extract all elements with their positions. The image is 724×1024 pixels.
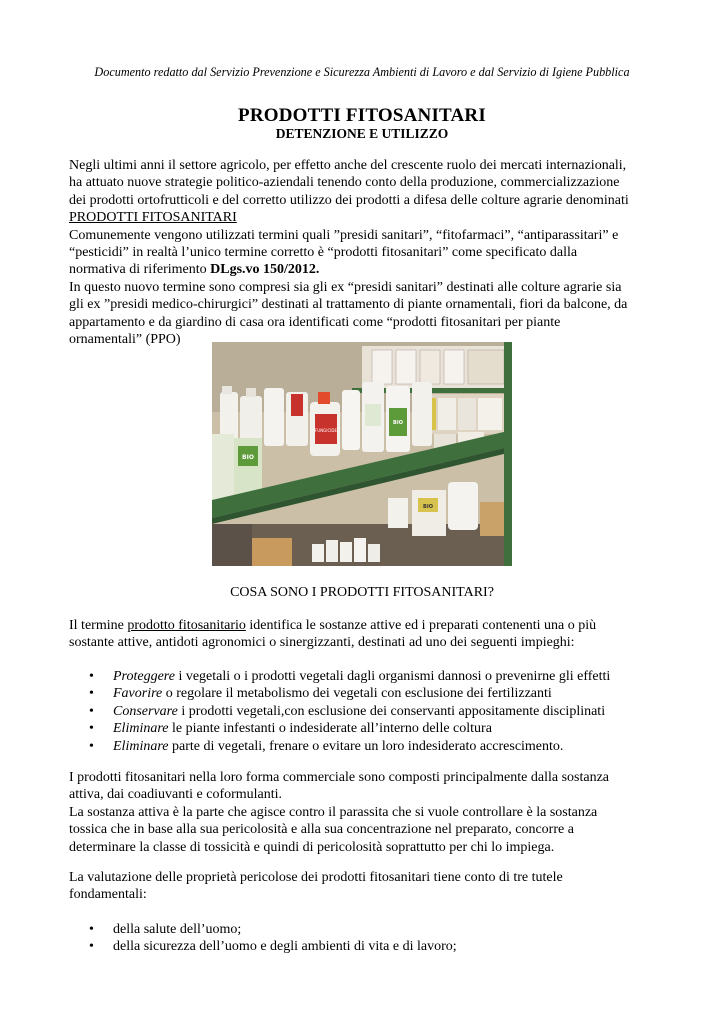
- bullet-icon: •: [89, 703, 94, 719]
- definition-text: Il termine: [69, 618, 128, 633]
- use-description: parte di vegetali, frenare o evitare un loro indesiderato accrescimento.: [168, 738, 564, 754]
- definition-line: [69, 617, 669, 634]
- bullet-icon: •: [89, 669, 94, 684]
- definition-line: sostante attive, antidoti agronomici o sinergizzanti, destinati ad uno dei seguenti impieghi:: [69, 635, 575, 651]
- tutele-list: [69, 921, 669, 956]
- composition-line: determinare la classe di tossicità e quindi di pericolosità soprattutto per chi lo impiega.: [69, 839, 555, 855]
- section-title: COSA SONO I PRODOTTI FITOSANITARI?: [230, 585, 494, 600]
- header-note: Documento redatto dal Servizio Prevenzione e Sicurezza Ambienti di Lavoro e dal Servizio di Igiene Pubblica: [94, 65, 630, 79]
- intro-line: ha attuato nuove strategie politico-aziendali tenendo conto della produzione, commercializzazione: [69, 175, 620, 191]
- intro-line: dei prodotti ortofrutticoli e del corretto utilizzo dei prodotti a difesa delle colture agrarie denominati: [69, 192, 629, 208]
- use-term: Proteggere: [113, 669, 175, 684]
- intro-line: appartamento e da giardino di casa ora identificati come “prodotti fitosanitari per piante: [69, 314, 561, 330]
- normative-text: normativa di riferimento: [69, 262, 211, 278]
- use-term: Eliminare: [113, 738, 169, 754]
- bullet-icon: •: [89, 922, 94, 937]
- use-term: Conservare: [113, 703, 178, 719]
- intro-line: Negli ultimi anni il settore agricolo, per effetto anche del crescente ruolo dei mercati internazionali,: [69, 158, 627, 173]
- normative-reference: DLgs.vo 150/2012.: [210, 262, 320, 278]
- definition-underlined-term: prodotto fitosanitario: [127, 618, 246, 633]
- bullet-icon: •: [89, 738, 94, 754]
- use-list-item: [69, 720, 669, 737]
- evaluation-line: La valutazione delle proprietà pericolose dei prodotti fitosanitari tiene conto di tre tutele: [69, 870, 563, 885]
- intro-line: [69, 261, 669, 278]
- photo-label-bio: BIO: [393, 420, 403, 426]
- composition-paragraph: [69, 769, 669, 856]
- tutela-list-item: [69, 921, 669, 938]
- use-list-item: [69, 685, 669, 702]
- shelf-photo-illustration: [212, 342, 512, 566]
- definition-paragraph: [69, 617, 669, 652]
- use-term: Eliminare: [113, 721, 169, 737]
- bullet-icon: •: [89, 939, 94, 955]
- intro-line: Comunemente vengono utilizzati termini quali ”presidi sanitari”, “fitofarmaci”, “antiparassitari” e: [69, 227, 619, 243]
- page-subtitle: DETENZIONE E UTILIZZO: [275, 126, 449, 141]
- use-description: le piante infestanti o indesiderate all’interno delle coltura: [168, 721, 492, 737]
- intro-line: gli ex ”presidi medico-chirurgici” destinati al trattamento di piante ornamentali, fiori da balcone, da: [69, 297, 628, 313]
- use-description: o regolare il metabolismo dei vegetali con esclusione dei fertilizzanti: [162, 686, 552, 702]
- tutela-list-item: [69, 938, 669, 955]
- uses-list: [69, 668, 669, 755]
- intro-underlined-term: PRODOTTI FITOSANITARI: [69, 210, 237, 226]
- photo-label-fungicide: FUNGICIDE: [314, 428, 338, 433]
- page-title: PRODOTTI FITOSANITARI: [238, 105, 486, 126]
- bullet-icon: •: [89, 721, 94, 737]
- photo-label-bio: BIO: [423, 504, 433, 510]
- use-description: i vegetali o i prodotti vegetali dagli organismi dannosi o prevenirne gli effetti: [174, 669, 611, 684]
- bullet-icon: •: [89, 686, 94, 702]
- definition-text: identifica le sostanze attive ed i preparati contenenti una o più: [245, 618, 597, 633]
- evaluation-paragraph: [69, 869, 669, 904]
- use-list-item: [69, 668, 669, 685]
- composition-line: La sostanza attiva è la parte che agisce contro il parassita che si vuole controllare è la sostanza: [69, 804, 598, 820]
- intro-line: In questo nuovo termine sono compresi sia gli ex “presidi sanitari” destinati alle colture agrarie sia: [69, 279, 622, 295]
- composition-line: I prodotti fitosanitari nella loro forma commerciale sono composti principalmente dalla sostanza: [69, 770, 609, 785]
- photo-label-bio: BIO: [242, 454, 254, 461]
- intro-line: “pesticidi” in realtà l’unico termine corretto è “prodotti fitosanitari” come specificato dalla: [69, 245, 578, 261]
- evaluation-line: fondamentali:: [69, 887, 147, 903]
- use-term: Favorire: [113, 686, 163, 702]
- tutela-text: della sicurezza dell’uomo e degli ambienti di vita e di lavoro;: [113, 939, 457, 955]
- composition-line: tossica che in base alla sua pericolosità e alla sua concentrazione nel preparato, concorre a: [69, 822, 574, 838]
- intro-paragraph: [69, 157, 669, 348]
- shelf-photo: [212, 342, 512, 566]
- composition-line: attiva, dai coadiuvanti e coformulanti.: [69, 787, 283, 803]
- intro-line: ornamentali” (PPO): [69, 332, 181, 348]
- use-list-item: [69, 738, 669, 755]
- use-description: i prodotti vegetali,con esclusione dei conservanti appositamente disciplinati: [177, 703, 606, 719]
- use-list-item: [69, 703, 669, 720]
- tutela-text: della salute dell’uomo;: [113, 922, 242, 937]
